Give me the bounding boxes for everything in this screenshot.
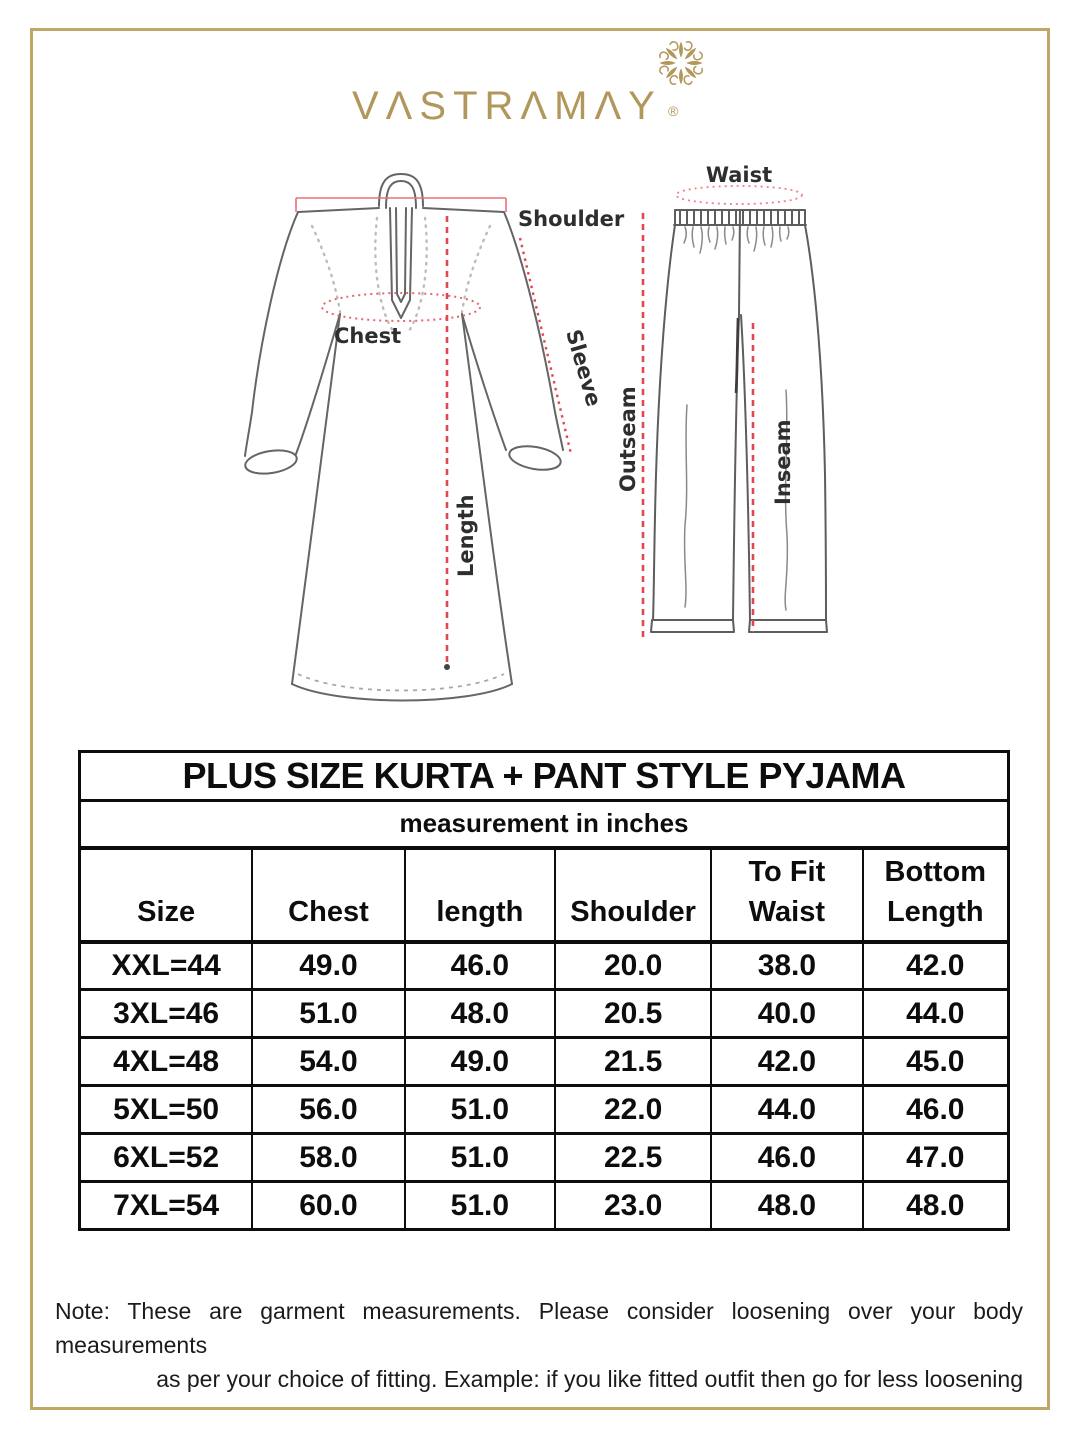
cell-size: 6XL=52	[80, 1134, 253, 1182]
cell-bottom: 42.0	[863, 942, 1009, 990]
measurement-note	[55, 1294, 1023, 1396]
brand-ornament-icon	[652, 34, 710, 92]
column-header-to-fit-waist: To Fit Waist	[711, 848, 862, 942]
size-chart-title: PLUS SIZE KURTA + PANT STYLE PYJAMA	[80, 752, 1009, 801]
cell-length: 49.0	[405, 1038, 555, 1086]
cell-waist: 44.0	[711, 1086, 862, 1134]
cell-shoulder: 20.5	[555, 990, 711, 1038]
kurta-outline	[244, 174, 563, 701]
cell-chest: 51.0	[252, 990, 404, 1038]
table-row	[80, 990, 1009, 1038]
table-row	[80, 1134, 1009, 1182]
cell-shoulder: 21.5	[555, 1038, 711, 1086]
cell-shoulder: 20.0	[555, 942, 711, 990]
kurta-measurement-diagram	[228, 162, 628, 707]
cell-size: 7XL=54	[80, 1182, 253, 1230]
kurta-sleeve-label: Sleeve	[561, 326, 606, 410]
cell-chest: 54.0	[252, 1038, 404, 1086]
cell-bottom: 47.0	[863, 1134, 1009, 1182]
cell-size: 3XL=46	[80, 990, 253, 1038]
cell-shoulder: 22.5	[555, 1134, 711, 1182]
kurta-chest-label: Chest	[334, 324, 402, 348]
cell-bottom: 45.0	[863, 1038, 1009, 1086]
registered-trademark-symbol: ®	[668, 103, 679, 119]
cell-waist: 48.0	[711, 1182, 862, 1230]
cell-shoulder: 22.0	[555, 1086, 711, 1134]
cell-waist: 38.0	[711, 942, 862, 990]
cell-length: 51.0	[405, 1086, 555, 1134]
cell-size: XXL=44	[80, 942, 253, 990]
size-chart-subtitle: measurement in inches	[80, 801, 1009, 848]
cell-length: 51.0	[405, 1182, 555, 1230]
table-row	[80, 1182, 1009, 1230]
pant-measurement-lines	[643, 186, 802, 640]
note-line-2: as per your choice of fitting. Example: if you like fitted outfit then go for less loosening	[156, 1366, 1023, 1392]
table-row	[80, 942, 1009, 990]
table-title-row	[80, 752, 1009, 801]
table-header-row	[80, 848, 1009, 942]
cell-waist: 42.0	[711, 1038, 862, 1086]
pant-outline	[651, 210, 827, 632]
cell-shoulder: 23.0	[555, 1182, 711, 1230]
size-chart-table	[78, 750, 1010, 1231]
cell-size: 4XL=48	[80, 1038, 253, 1086]
pant-waist-label: Waist	[705, 163, 773, 187]
column-header-shoulder: Shoulder	[555, 848, 711, 942]
cell-waist: 46.0	[711, 1134, 862, 1182]
cell-bottom: 48.0	[863, 1182, 1009, 1230]
kurta-hem-stitch	[298, 674, 504, 691]
table-row	[80, 1038, 1009, 1086]
pant-crotch-line	[736, 318, 738, 393]
pant-measurement-diagram	[590, 155, 840, 655]
cell-chest: 56.0	[252, 1086, 404, 1134]
ornament-petals	[660, 42, 703, 85]
table-row	[80, 1086, 1009, 1134]
kurta-shoulder-label: Shoulder	[518, 207, 625, 231]
kurta-measurement-lines	[296, 198, 571, 670]
cell-length: 51.0	[405, 1134, 555, 1182]
kurta-length-label: Length	[454, 494, 478, 577]
cell-bottom: 44.0	[863, 990, 1009, 1038]
note-line-1: Note: These are garment measurements. Please consider loosening over your body measurements	[55, 1298, 1023, 1358]
column-header-bottom-length: Bottom Length	[863, 848, 1009, 942]
cell-length: 46.0	[405, 942, 555, 990]
pant-inseam-label: Inseam	[771, 419, 795, 505]
cell-chest: 58.0	[252, 1134, 404, 1182]
table-subtitle-row	[80, 801, 1009, 848]
cell-chest: 60.0	[252, 1182, 404, 1230]
cell-waist: 40.0	[711, 990, 862, 1038]
pant-outseam-label: Outseam	[616, 386, 640, 492]
cell-chest: 49.0	[252, 942, 404, 990]
column-header-size: Size	[80, 848, 253, 942]
cell-length: 48.0	[405, 990, 555, 1038]
cell-size: 5XL=50	[80, 1086, 253, 1134]
column-header-chest: Chest	[252, 848, 404, 942]
cell-bottom: 46.0	[863, 1086, 1009, 1134]
column-header-length: length	[405, 848, 555, 942]
brand-logo-text: VΛSTRΛMΛY	[352, 84, 662, 128]
